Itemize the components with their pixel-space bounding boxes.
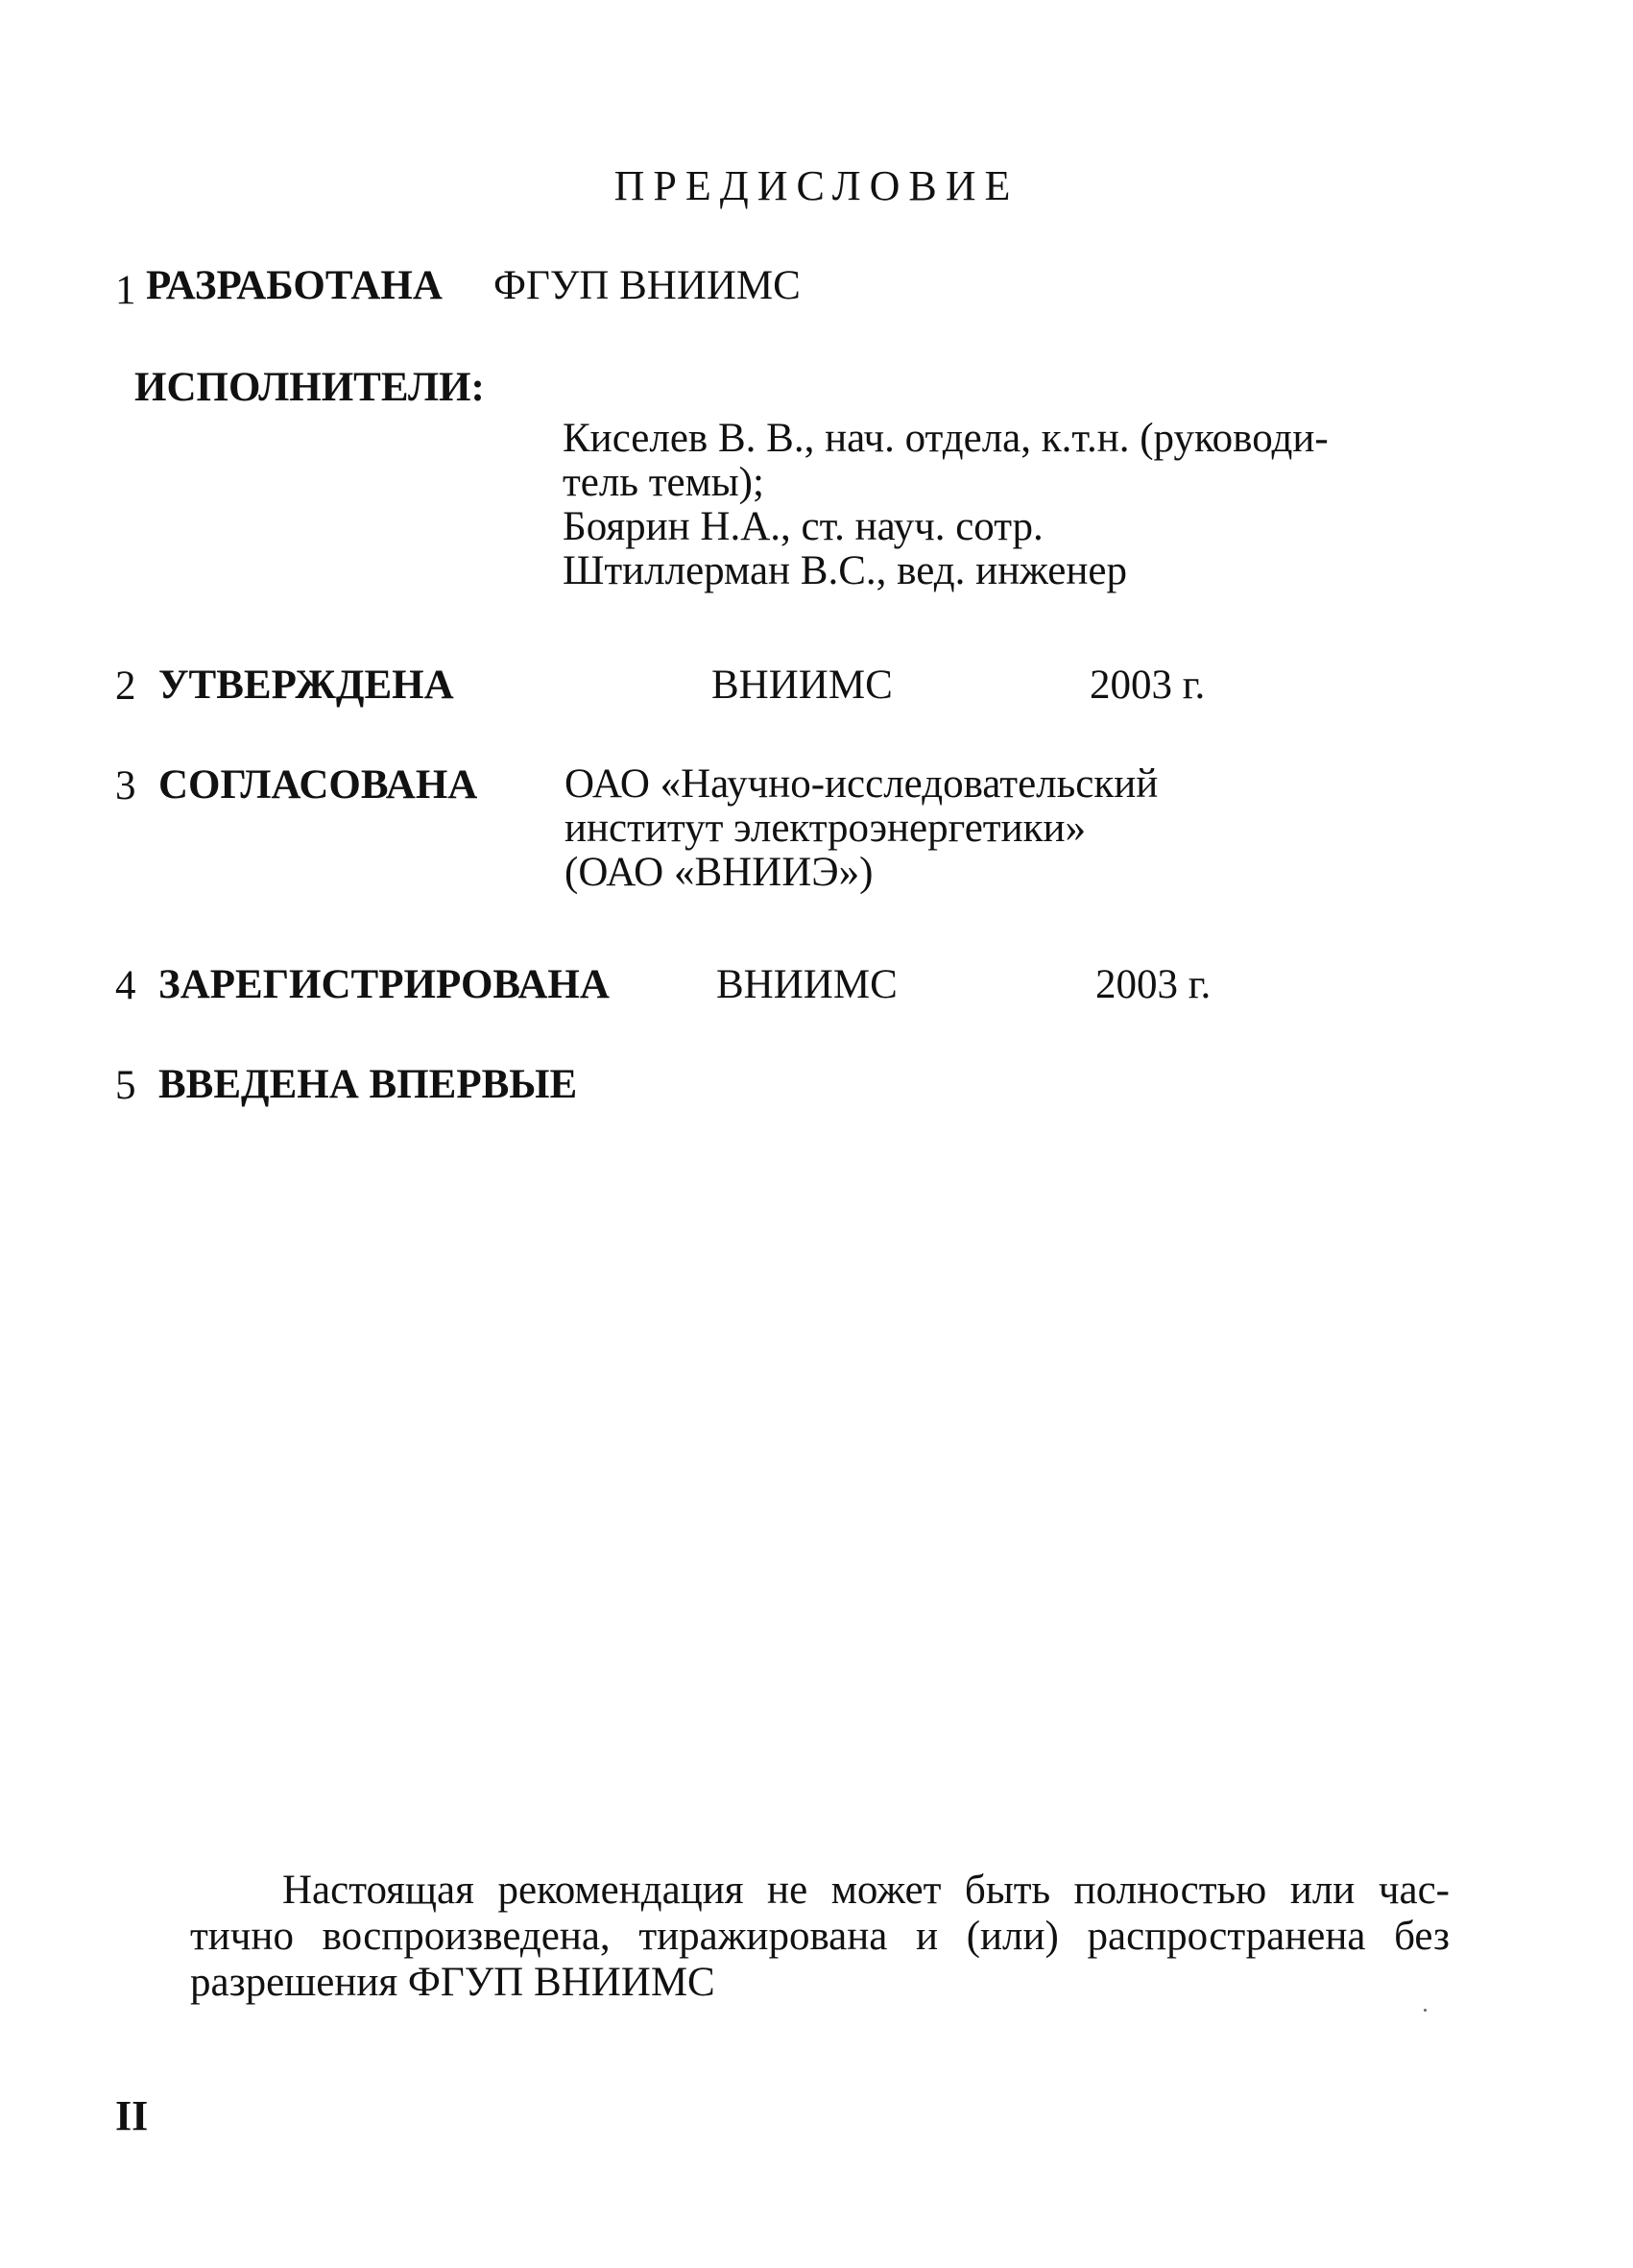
item-4-year: 2003 г. <box>1095 962 1212 1007</box>
item-3-number: 3 <box>115 763 136 808</box>
item-4-label: ЗАРЕГИСТРИРОВАНА <box>158 962 610 1007</box>
notice-line: тично воспроизведена, тиражирована и (или) распространена без <box>190 1914 1450 1959</box>
performer-line: Боярин Н.А., ст. науч. сотр. <box>563 504 1044 549</box>
performer-line: Штиллерман В.С., вед. инженер <box>563 548 1127 593</box>
item-3-line: институт электроэнергетики» <box>564 806 1086 851</box>
item-3-details <box>564 762 1158 895</box>
item-4-org: ВНИИМС <box>716 962 898 1007</box>
performers-list <box>563 417 1329 593</box>
item-1-number: 1 <box>115 268 136 313</box>
item-3-label: СОГЛАСОВАНА <box>158 762 478 808</box>
performer-line: тель темы); <box>563 460 764 505</box>
item-1-label: РАЗРАБОТАНА <box>146 263 443 308</box>
item-3-line: ОАО «Научно-исследовательский <box>564 761 1159 807</box>
scan-speck <box>1424 2009 1427 2012</box>
page-number: II <box>115 2092 149 2139</box>
item-2-number: 2 <box>115 664 136 709</box>
copyright-notice <box>190 1868 1450 2006</box>
notice-line: разрешения ФГУП ВНИИМС <box>190 1960 715 2005</box>
performers-heading: ИСПОЛНИТЕЛИ: <box>134 365 485 410</box>
item-2-year: 2003 г. <box>1090 663 1206 708</box>
item-5-label: ВВЕДЕНА ВПЕРВЫЕ <box>158 1062 578 1107</box>
performer-line: Киселев В. В., нач. отдела, к.т.н. (руководи- <box>563 416 1329 461</box>
item-5-number: 5 <box>115 1063 136 1108</box>
item-4-number: 4 <box>115 963 136 1008</box>
item-1-value: ФГУП ВНИИМС <box>493 263 801 308</box>
item-2-label: УТВЕРЖДЕНА <box>158 663 454 708</box>
notice-line: Настоящая рекомендация не может быть полностью или час- <box>282 1868 1450 1913</box>
item-2-org: ВНИИМС <box>711 663 893 708</box>
page-title: ПРЕДИСЛОВИЕ <box>613 162 1020 209</box>
item-3-line: (ОАО «ВНИИЭ») <box>564 850 874 895</box>
